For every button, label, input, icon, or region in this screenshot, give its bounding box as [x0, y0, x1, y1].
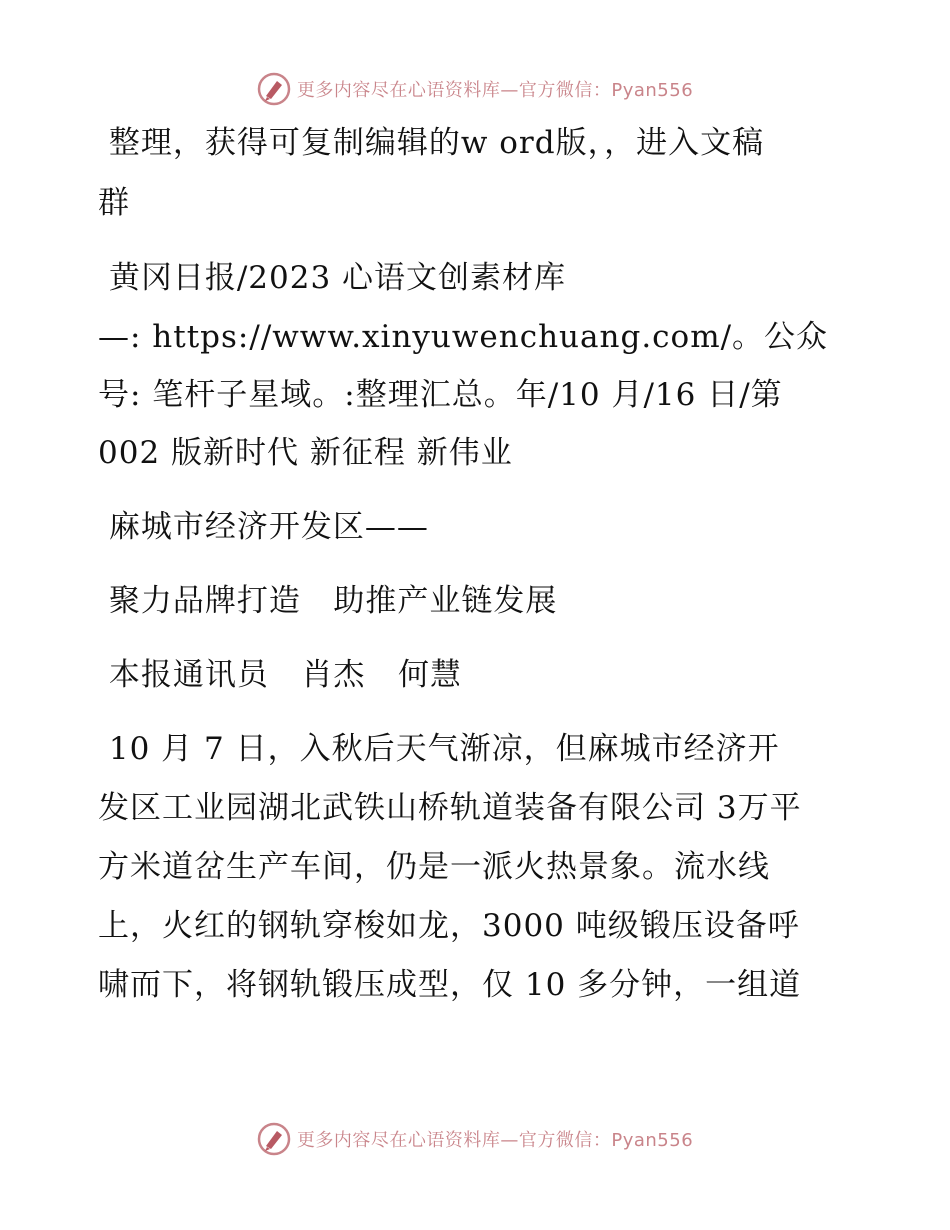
doc-line: 聚力品牌打造 助推产业链发展 — [98, 583, 558, 619]
header-banner-text: 更多内容尽在心语资料库—官方微信：Pyan556 — [296, 80, 694, 101]
doc-line: —: https://www.xinyuwenchuang.com/。公众 — [98, 319, 829, 355]
doc-line: 本报通讯员 肖杰 何慧 — [98, 657, 462, 693]
stamp-logo-icon — [257, 1122, 291, 1156]
doc-line: 10 月 7 日，入秋后天气渐凉，但麻城市经济开 — [98, 731, 780, 767]
doc-line: 麻城市经济开发区—— — [98, 509, 429, 545]
footer-banner — [0, 1122, 950, 1156]
stamp-logo-icon — [257, 72, 291, 106]
header-banner — [0, 72, 950, 106]
doc-line: 002 版新时代 新征程 新伟业 — [98, 435, 513, 471]
footer-banner-text: 更多内容尽在心语资料库—官方微信：Pyan556 — [296, 1130, 694, 1151]
doc-line: 整理，获得可复制编辑的w ord版，，进入文稿 — [98, 125, 765, 161]
doc-line: 啸而下，将钢轨锻压成型，仅 10 多分钟，一组道 — [98, 967, 802, 1003]
doc-line: 号: 笔杆子星域。:整理汇总。年/10 月/16 日/第 — [98, 377, 783, 413]
doc-line: 黄冈日报/2023 心语文创素材库 — [98, 260, 567, 296]
doc-line: 方米道岔生产车间，仍是一派火热景象。流水线 — [98, 849, 770, 885]
doc-line: 群 — [98, 185, 130, 221]
doc-line: 上，火红的钢轨穿梭如龙，3000 吨级锻压设备呼 — [98, 908, 800, 944]
doc-line: 发区工业园湖北武铁山桥轨道装备有限公司 3万平 — [98, 790, 802, 826]
